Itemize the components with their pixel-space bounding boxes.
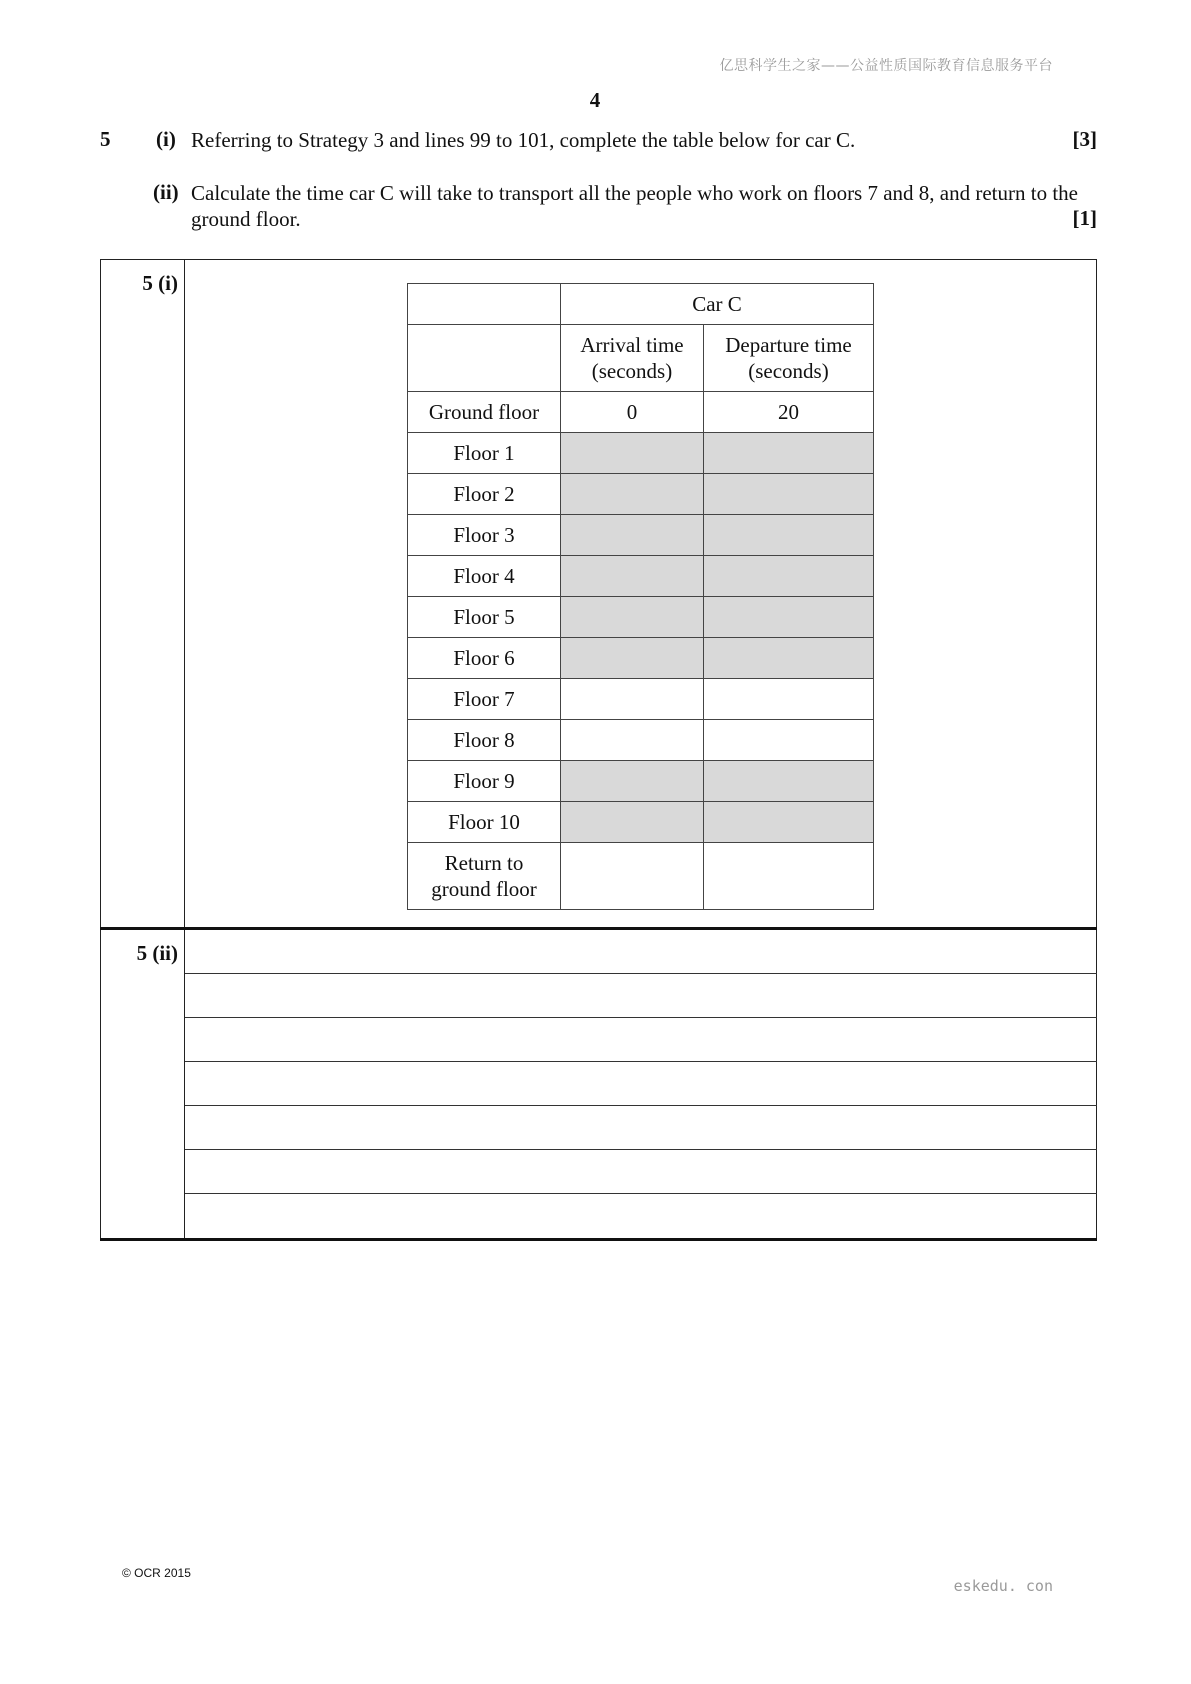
answer-line[interactable]: [185, 1193, 1097, 1194]
arrival-cell-shaded: [561, 474, 704, 515]
table-row: [408, 597, 874, 638]
part-ii-text: Calculate the time car C will take to transport all the people who work on floors 7 and 8, and return to the ground floor.: [191, 181, 1079, 231]
part-ii-marks: [1]: [1072, 206, 1097, 230]
answer-line[interactable]: [185, 1149, 1097, 1150]
floor-label: Floor 5: [408, 597, 561, 638]
table-row: [408, 638, 874, 679]
arrival-cell-shaded: [561, 433, 704, 474]
floor-label: Floor 3: [408, 515, 561, 556]
departure-cell-shaded: [704, 802, 874, 843]
table-row: [408, 679, 874, 720]
empty-subheader-cell: [408, 325, 561, 392]
table-row: [408, 433, 874, 474]
departure-cell[interactable]: [704, 720, 874, 761]
part-i-marks: [3]: [1072, 127, 1097, 151]
car-c-table: [407, 283, 874, 910]
arrival-cell[interactable]: [561, 679, 704, 720]
departure-cell-shaded: [704, 474, 874, 515]
label-column-divider: [184, 259, 185, 1240]
table-row: [408, 515, 874, 556]
table-row: [408, 843, 874, 910]
part-i-text: Referring to Strategy 3 and lines 99 to 101, complete the table below for car C.: [191, 128, 856, 152]
table-row: [408, 474, 874, 515]
answer-label-5ii: 5 (ii): [136, 941, 178, 965]
answer-line[interactable]: [185, 1061, 1097, 1062]
floor-label: Floor 2: [408, 474, 561, 515]
departure-cell[interactable]: 20: [704, 392, 874, 433]
floor-label: Floor 9: [408, 761, 561, 802]
departure-cell-shaded: [704, 433, 874, 474]
floor-label: Floor 6: [408, 638, 561, 679]
floor-label: Floor 4: [408, 556, 561, 597]
table-row: [408, 720, 874, 761]
floor-label: Floor 7: [408, 679, 561, 720]
footer-watermark: eskedu. con: [953, 1577, 1053, 1595]
table-row: [408, 802, 874, 843]
arrival-cell-shaded: [561, 556, 704, 597]
answer-label-5i: 5 (i): [142, 271, 178, 295]
floor-label: Return to ground floor: [408, 843, 561, 910]
arrival-cell[interactable]: 0: [561, 392, 704, 433]
part-ii-label: (ii): [153, 180, 179, 204]
arrival-cell-shaded: [561, 761, 704, 802]
arrival-cell-shaded: [561, 515, 704, 556]
arrival-cell-shaded: [561, 597, 704, 638]
arrival-cell[interactable]: [561, 720, 704, 761]
table-subheader-row: [408, 325, 874, 392]
page-number: 4: [589, 88, 601, 112]
answer-line[interactable]: [185, 1105, 1097, 1106]
arrival-cell[interactable]: [561, 843, 704, 910]
table-title-row: [408, 284, 874, 325]
arrival-cell-shaded: [561, 638, 704, 679]
departure-time-header: Departure time (seconds): [704, 325, 874, 392]
car-title: Car C: [561, 284, 874, 325]
departure-cell-shaded: [704, 761, 874, 802]
arrival-cell-shaded: [561, 802, 704, 843]
answer-box-bottom-border: [100, 1238, 1097, 1241]
floor-label: Floor 8: [408, 720, 561, 761]
departure-cell-shaded: [704, 597, 874, 638]
departure-cell-shaded: [704, 515, 874, 556]
question-number: 5: [100, 127, 111, 151]
floor-label: Ground floor: [408, 392, 561, 433]
departure-cell-shaded: [704, 556, 874, 597]
header-watermark: 亿思科学生之家——公益性质国际教育信息服务平台: [719, 58, 1053, 74]
arrival-time-header: Arrival time (seconds): [561, 325, 704, 392]
part-i-label: (i): [156, 127, 176, 151]
departure-cell-shaded: [704, 638, 874, 679]
departure-cell[interactable]: [704, 843, 874, 910]
empty-header-cell: [408, 284, 561, 325]
departure-cell[interactable]: [704, 679, 874, 720]
table-row: [408, 556, 874, 597]
floor-label: Floor 1: [408, 433, 561, 474]
table-row: [408, 392, 874, 433]
copyright: © OCR 2015: [122, 1566, 191, 1580]
table-row: [408, 761, 874, 802]
answer-line[interactable]: [185, 1017, 1097, 1018]
answer-line[interactable]: [185, 973, 1097, 974]
section-divider: [100, 927, 1097, 930]
floor-label: Floor 10: [408, 802, 561, 843]
